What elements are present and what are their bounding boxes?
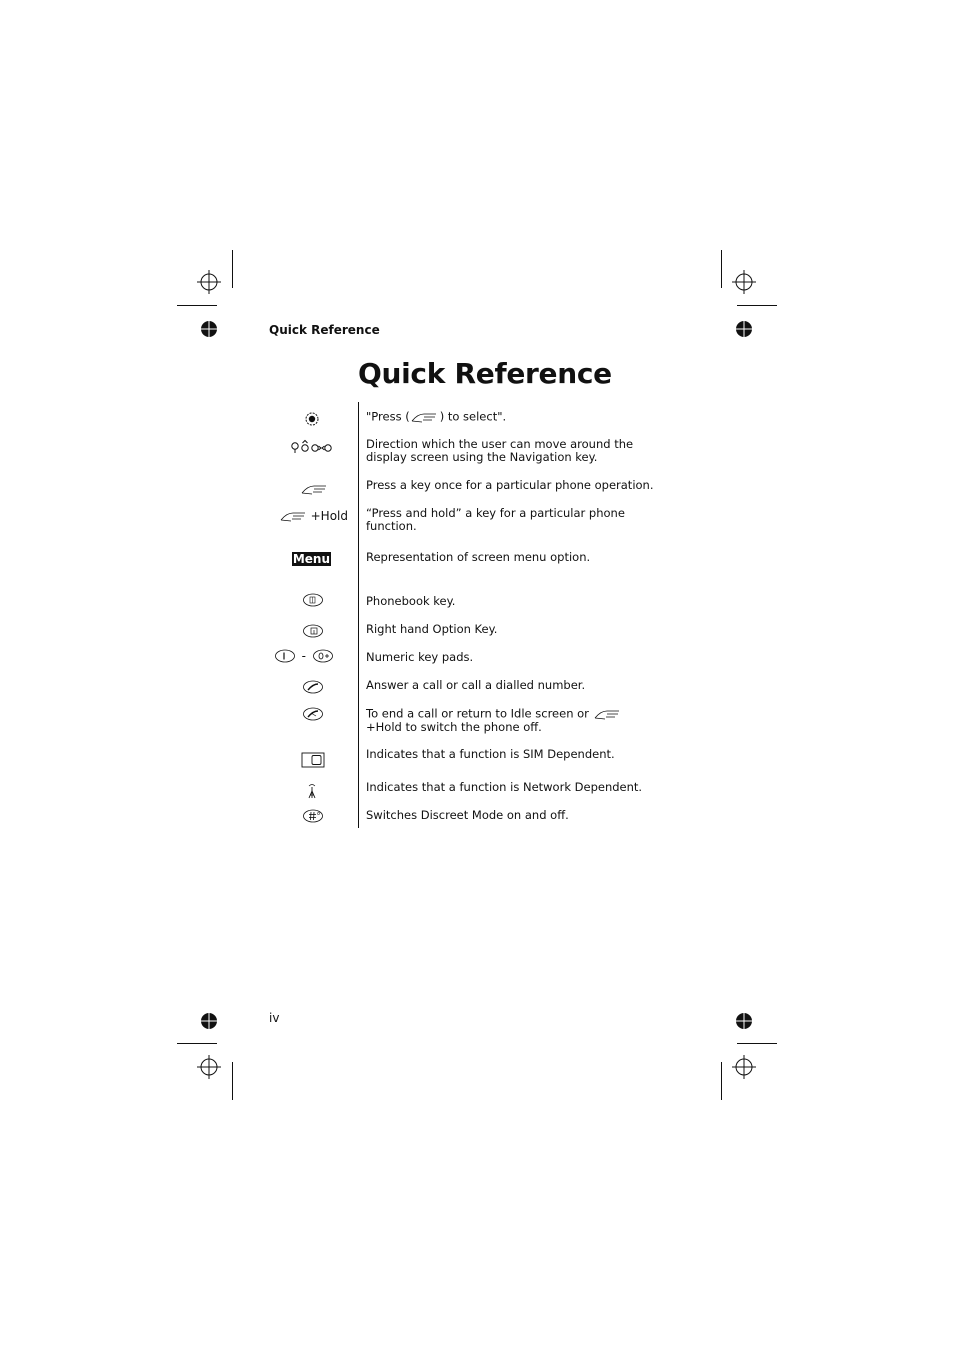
description: Indicates that a function is Network Dependent. xyxy=(366,780,643,794)
symbol-cell xyxy=(270,623,324,639)
symbol-cell xyxy=(270,410,320,428)
description-text: "Press ( xyxy=(366,409,410,424)
pointing-hand-icon xyxy=(410,410,440,424)
running-head: Quick Reference xyxy=(269,323,380,337)
description xyxy=(366,410,656,424)
registration-dot-icon xyxy=(735,1012,753,1030)
symbol-cell xyxy=(270,551,331,567)
symbol-cell xyxy=(270,751,325,769)
symbol-cell xyxy=(270,782,318,800)
phonebook-key-icon xyxy=(302,593,324,607)
answer-call-icon xyxy=(302,680,324,694)
symbol-cell xyxy=(270,679,324,695)
description-text: to switch the phone off. xyxy=(405,720,542,734)
symbol-cell xyxy=(270,592,324,608)
description: Direction which the user can move around the display screen using the Navigation key. xyxy=(366,437,634,464)
numeric-keypad-icon xyxy=(274,649,296,663)
page-title: Quick Reference xyxy=(358,357,612,390)
select-key-icon xyxy=(304,411,320,427)
description-text: To end a call or return to Idle screen or xyxy=(366,706,589,721)
hold-label: +Hold xyxy=(310,509,348,523)
description-text: ) to select". xyxy=(439,409,507,424)
symbol-cell xyxy=(270,480,330,498)
description: Right hand Option Key. xyxy=(366,622,498,636)
registration-dot-icon xyxy=(735,320,753,338)
description xyxy=(366,707,656,734)
symbol-cell xyxy=(270,507,348,525)
registration-dot-icon xyxy=(200,1012,218,1030)
description: Press a key once for a particular phone operation. xyxy=(366,478,654,492)
hash-key-icon xyxy=(302,809,324,823)
symbol-cell xyxy=(270,808,324,824)
registration-crosshair-icon xyxy=(197,270,221,294)
description: Switches Discreet Mode on and off. xyxy=(366,808,569,822)
numeric-keypad-icon xyxy=(312,649,334,663)
registration-dot-icon xyxy=(200,320,218,338)
description: Phonebook key. xyxy=(366,594,456,608)
page-number: iv xyxy=(269,1011,280,1025)
description: Answer a call or call a dialled number. xyxy=(366,678,586,692)
right-option-key-icon xyxy=(302,624,324,638)
pointing-hand-icon xyxy=(593,707,623,721)
hold-label: +Hold xyxy=(366,720,402,734)
network-antenna-icon xyxy=(306,783,318,799)
sim-card-icon xyxy=(301,752,325,768)
description: Numeric key pads. xyxy=(366,650,474,664)
pointing-hand-icon xyxy=(279,508,309,524)
symbol-cell xyxy=(270,706,324,722)
navigation-directions-icon xyxy=(290,439,334,455)
pointing-hand-icon xyxy=(300,481,330,497)
end-call-icon xyxy=(302,707,324,721)
range-dash: - xyxy=(301,649,306,663)
description: Indicates that a function is SIM Dependent. xyxy=(366,747,615,761)
menu-option-badge: Menu xyxy=(292,552,330,566)
symbol-cell xyxy=(270,648,334,664)
registration-crosshair-icon xyxy=(732,1055,756,1079)
registration-crosshair-icon xyxy=(197,1055,221,1079)
registration-crosshair-icon xyxy=(732,270,756,294)
description: “Press and hold” a key for a particular phone function. xyxy=(366,506,625,533)
column-divider xyxy=(358,402,359,828)
symbol-cell xyxy=(270,438,334,456)
description: Representation of screen menu option. xyxy=(366,550,591,564)
